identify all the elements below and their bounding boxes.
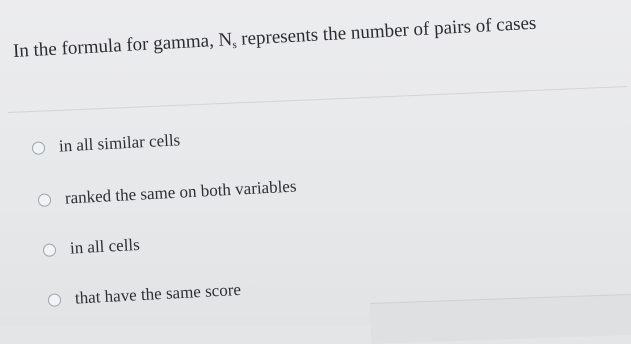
answer-option-1[interactable]: [31, 130, 180, 158]
radio-button-icon[interactable]: [43, 243, 57, 257]
radio-button-icon[interactable]: [48, 293, 62, 307]
answer-option-label[interactable]: in all similar cells: [58, 130, 181, 156]
answer-option-label[interactable]: in all cells: [69, 234, 141, 258]
question-subscript: s: [232, 38, 238, 52]
bottom-panel-edge: [370, 294, 631, 344]
answer-option-4[interactable]: [47, 280, 241, 310]
radio-button-icon[interactable]: [32, 141, 46, 155]
answer-option-2[interactable]: [37, 176, 296, 210]
answer-option-label[interactable]: that have the same score: [74, 279, 242, 308]
answer-option-3[interactable]: [42, 235, 140, 260]
radio-button-icon[interactable]: [38, 193, 52, 207]
answer-option-label[interactable]: ranked the same on both variables: [64, 176, 297, 208]
question-text-end: represents the number of pairs of cases: [235, 12, 537, 50]
question-text-start: In the formula for gamma, N: [12, 29, 233, 63]
